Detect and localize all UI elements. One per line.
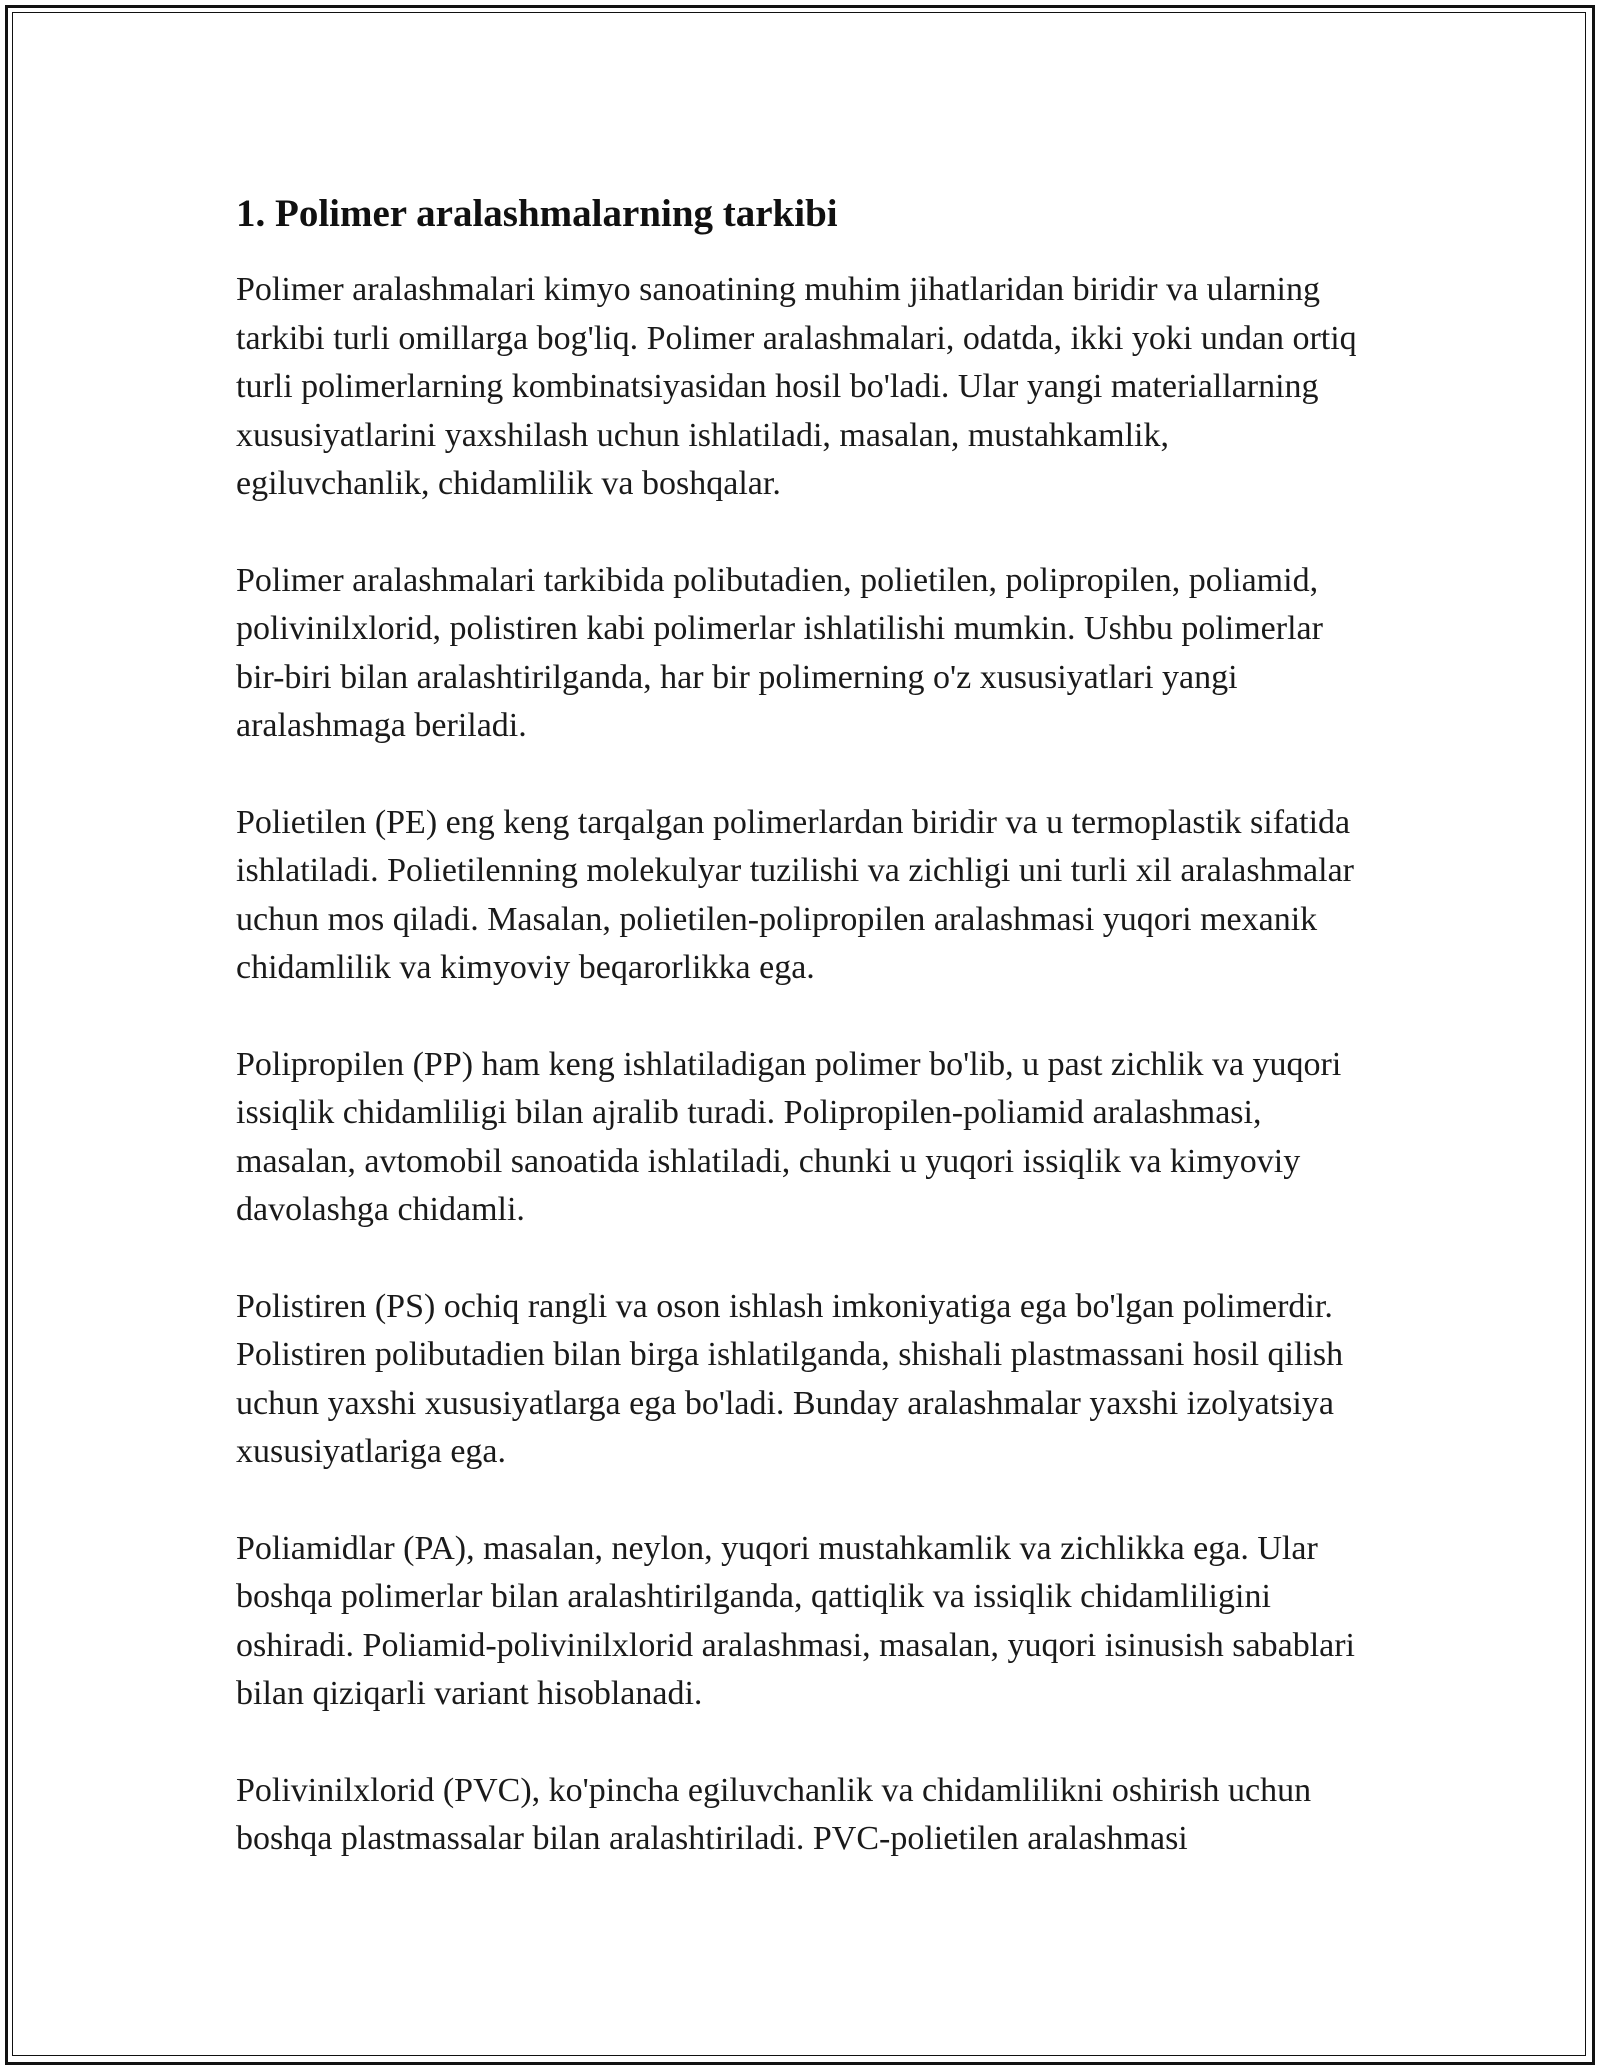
paragraph-polystyrene: Polistiren (PS) ochiq rangli va oson ishlash imkoniyatiga ega bo'lgan polimerdir. Polistiren polibutadien bilan birga ishlatilganda, shishali plastmassani hosil qilish uchun yaxshi xususiyatlarga ega bo'ladi. Bunday aralashmalar yaxshi izolyatsiya xususiyatlariga ega. — [236, 1287, 1344, 1470]
paragraph-polymer-list: Polimer aralashmalari tarkibida polibutadien, polietilen, polipropilen, poliamid, polivinilxlorid, polistiren kabi polimerlar ishlatilishi mumkin. Ushbu polimerlar bir-biri bilan aralashtirilganda, har bir polimerning o'z xususiyatlari yangi aralashmaga beriladi. — [236, 561, 1323, 744]
paragraph-pvc: Polivinilxlorid (PVC), ko'pincha egiluvchanlik va chidamlilikni oshirish uchun boshqa plastmassalar bilan aralashtiriladi. PVC-polietilen aralashmasi — [236, 1771, 1312, 1857]
paragraph-intro: Polimer aralashmalari kimyo sanoatining muhim jihatlaridan biridir va ularning tarkibi turli omillarga bog'liq. Polimer aralashmalari, odatda, ikki yoki undan ortiq turli polimerlarning kombinatsiyasidan hosil bo'ladi. Ular yangi materiallarning xususiyatlarini yaxshilash uchun ishlatiladi, masalan, mustahkamlik, egiluvchanlik, chidamlilik va boshqalar. — [236, 271, 1357, 502]
section-heading: 1. Polimer aralashmalarning tarkibi — [236, 192, 838, 235]
document-body — [236, 184, 1366, 1864]
paragraph-polyethylene: Polietilen (PE) eng keng tarqalgan polimerlardan biridir va u termoplastik sifatida ishlatiladi. Polietilenning molekulyar tuzilishi va zichligi uni turli xil aralashmalar uchun mos qiladi. Masalan, polietilen-polipropilen aralashmasi yuqori mexanik chidamlilik va kimyoviy beqarorlikka ega. — [236, 803, 1354, 986]
paragraph-polyamides: Poliamidlar (PA), masalan, neylon, yuqori mustahkamlik va zichlikka ega. Ular boshqa polimerlar bilan aralashtirilganda, qattiqlik va issiqlik chidamliligini oshiradi. Poliamid-polivinilxlorid aralashmasi, masalan, yuqori isinusish sabablari bilan qiziqarli variant hisoblanadi. — [236, 1529, 1355, 1712]
paragraph-polypropylene: Polipropilen (PP) ham keng ishlatiladigan polimer bo'lib, u past zichlik va yuqori issiqlik chidamliligi bilan ajralib turadi. Polipropilen-poliamid aralashmasi, masalan, avtomobil sanoatida ishlatiladi, chunki u yuqori issiqlik va kimyoviy davolashga chidamli. — [236, 1045, 1342, 1228]
